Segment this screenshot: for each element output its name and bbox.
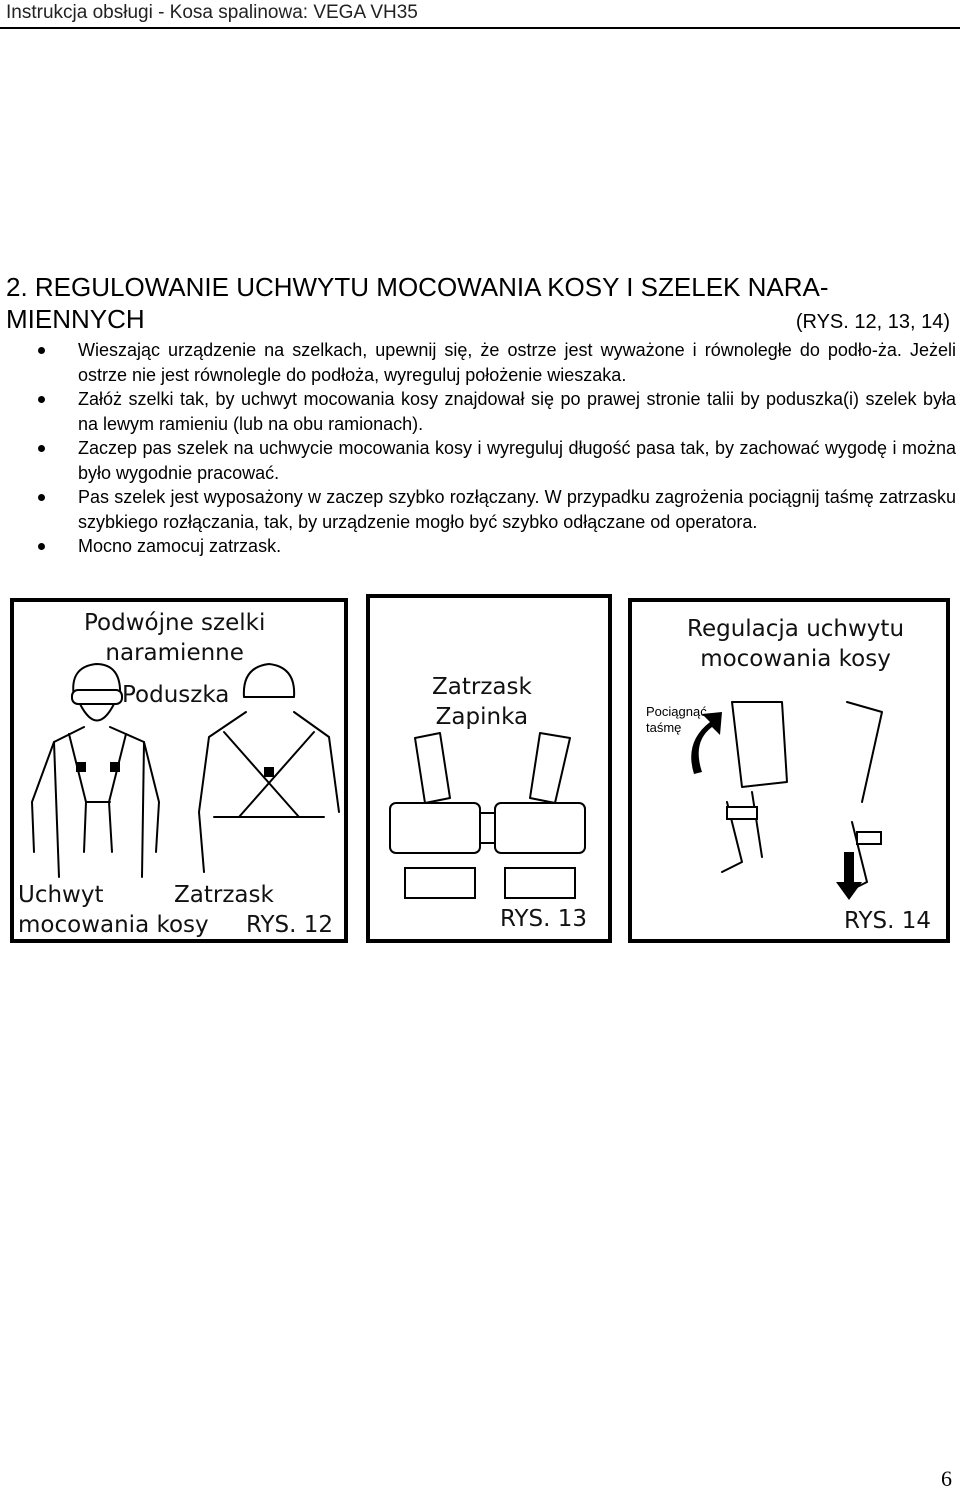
list-item bbox=[38, 436, 956, 485]
figure-rys-12 bbox=[10, 598, 348, 943]
list-item bbox=[38, 485, 956, 534]
bullet-icon bbox=[38, 445, 45, 452]
instruction-list bbox=[38, 338, 956, 559]
list-item bbox=[38, 534, 956, 559]
figure-caption: RYS. 14 bbox=[844, 908, 932, 934]
bullet-icon bbox=[38, 494, 45, 501]
figure-reference: (RYS. 12, 13, 14) bbox=[795, 311, 950, 333]
figure-caption: RYS. 12 bbox=[246, 912, 334, 938]
section-title bbox=[6, 271, 950, 338]
label-clip-buckle: Zatrzask Zapinka bbox=[432, 674, 532, 730]
list-item bbox=[38, 338, 956, 387]
label-adjustment: Regulacja uchwytu mocowania kosy bbox=[687, 616, 905, 672]
label-pad: Poduszka bbox=[122, 682, 230, 708]
list-item-text: Wieszając urządzenie na szelkach, upewnij się, że ostrze jest wyważone i równoległe do podło-ża. Jeżeli ostrze nie jest równolegle do podłoża, wyreguluj położenie wieszaka. bbox=[78, 340, 956, 385]
list-item bbox=[38, 387, 956, 436]
bullet-icon bbox=[38, 347, 45, 354]
label-clip: Zatrzask bbox=[174, 882, 274, 908]
list-item-text: Mocno zamocuj zatrzask. bbox=[78, 536, 282, 556]
figure-caption: RYS. 13 bbox=[500, 906, 588, 932]
section-title-line1: 2. REGULOWANIE UCHWYTU MOCOWANIA KOSY I SZELEK NARA- bbox=[6, 272, 829, 302]
header-divider bbox=[0, 27, 960, 29]
list-item-text: Zaczep pas szelek na uchwycie mocowania kosy i wyreguluj długość pasa tak, by zachować wygodę i można było wygodnie pracować. bbox=[78, 438, 956, 483]
list-item-text: Pas szelek jest wyposażony w zaczep szybko rozłączany. W przypadku zagrożenia pociągnij taśmę zatrzasku szybkiego rozłączania, tak, by urządzenie mogło być szybko odłączane od operatora. bbox=[78, 487, 956, 532]
figure-rys-14 bbox=[628, 598, 950, 943]
bullet-icon bbox=[38, 543, 45, 550]
label-double-harness: Podwójne szelki naramienne bbox=[84, 610, 266, 666]
page-number: 6 bbox=[941, 1466, 952, 1491]
section-title-continuation: MIENNYCH bbox=[6, 304, 145, 334]
bullet-icon bbox=[38, 396, 45, 403]
figure-rys-13 bbox=[366, 594, 612, 943]
section-title-line2 bbox=[6, 303, 950, 338]
label-mount-handle: Uchwyt mocowania kosy bbox=[18, 882, 209, 938]
list-item-text: Załóż szelki tak, by uchwyt mocowania kosy znajdował się po prawej stronie talii by poduszka(i) szelek była na lewym ramieniu (lub na obu ramionach). bbox=[78, 389, 956, 434]
label-pull-strap: Pociągnąć taśmę bbox=[646, 704, 707, 735]
document-header: Instrukcja obsługi - Kosa spalinowa: VEGA VH35 bbox=[6, 2, 418, 23]
buckle-illustration bbox=[370, 598, 608, 939]
